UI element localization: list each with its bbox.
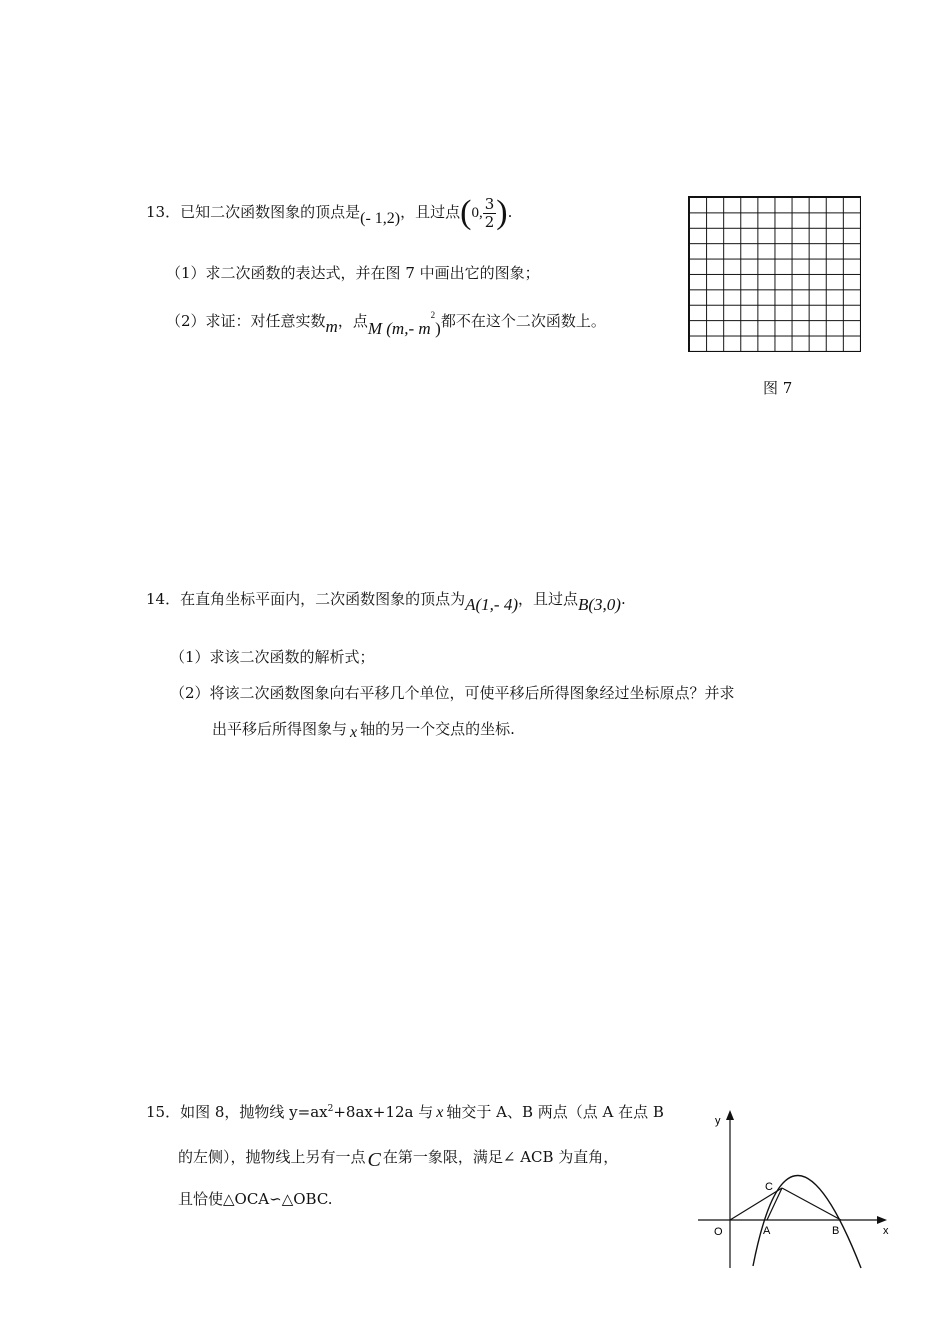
q14-vertex: A(1,- 4) bbox=[465, 595, 518, 614]
q14-point: B(3,0) bbox=[578, 595, 621, 614]
q13-stem: 13．已知二次函数图象的顶点是(- 1,2)，且过点(0, $\frac{3}{2}$ ). bbox=[146, 194, 513, 231]
q15-line1-c: 轴交于 A、B 两点（点 A 在点 B bbox=[446, 1103, 664, 1121]
q13-vertex: (- 1,2) bbox=[360, 210, 401, 227]
figure8-label-B: B bbox=[832, 1225, 840, 1237]
q13-part2-close: ) bbox=[435, 319, 441, 338]
q14-number: 14． bbox=[146, 590, 181, 608]
figure8-label-y: y bbox=[715, 1115, 721, 1127]
q15-number: 15． bbox=[146, 1103, 181, 1121]
figure8-x-arrow bbox=[877, 1216, 887, 1224]
q14-part2-line1: （2）将该二次函数图象向右平移几个单位，可使平移后所得图象经过坐标原点？并求 bbox=[170, 684, 735, 702]
figure8-y-arrow bbox=[726, 1110, 734, 1120]
q14-part2-line2 bbox=[212, 718, 515, 739]
figure8-label-O: O bbox=[714, 1226, 723, 1238]
q13-fraction-den: 2 bbox=[484, 212, 495, 231]
q15-line3: 且恰使△OCA∽△OBC. bbox=[178, 1190, 333, 1208]
q13-number: 13． bbox=[146, 203, 181, 221]
figure7-caption: 图 7 bbox=[763, 379, 793, 397]
q13-part2-c: 都不在这个二次函数上。 bbox=[440, 312, 606, 330]
q13-part2-b: ，点 bbox=[337, 312, 368, 330]
q14-stem bbox=[146, 582, 626, 616]
q14-part2-line2-a: 出平移后所得图象与 bbox=[212, 720, 348, 738]
q15-line2-b: 在第一象限，满足∠ ACB 为直角， bbox=[382, 1148, 619, 1166]
figure8-label-x: x bbox=[883, 1225, 889, 1237]
q13-part2-sup: 2 bbox=[430, 310, 436, 320]
q15-line2-a: 的左侧），抛物线上另有一点 bbox=[178, 1148, 366, 1166]
q13-part2-M: M (m,- m bbox=[367, 319, 431, 338]
q14-stem-a: 在直角坐标平面内，二次函数图象的顶点为 bbox=[180, 590, 466, 608]
q14-stem-b: ，且过点 bbox=[517, 590, 578, 608]
q14-part2-line2-b: 轴的另一个交点的坐标. bbox=[360, 720, 515, 738]
figure7-grid bbox=[688, 196, 861, 352]
q14-part1: （1）求该二次函数的解析式； bbox=[170, 648, 375, 666]
q13-fraction-num: 3 bbox=[484, 195, 495, 213]
q15-line2-C: C bbox=[367, 1149, 381, 1171]
q15-line1-sup: 2 bbox=[327, 1104, 334, 1114]
q13-part2 bbox=[166, 302, 606, 336]
q13-point-zero: 0, bbox=[471, 205, 483, 221]
q15-line2 bbox=[178, 1142, 618, 1171]
q13-part2-m: m bbox=[325, 317, 338, 336]
q13-stem-a: 已知二次函数图象的顶点是 bbox=[180, 203, 361, 221]
figure8-label-C: C bbox=[765, 1181, 773, 1193]
q13-part1: （1）求二次函数的表达式，并在图 7 中画出它的图象； bbox=[166, 264, 540, 282]
q14-part2-x: x bbox=[350, 724, 358, 741]
q15-line1-x: x bbox=[436, 1104, 444, 1121]
q13-fraction bbox=[483, 196, 497, 230]
q13-part2-a: （2）求证：对任意实数 bbox=[166, 312, 326, 330]
q14-stem-end: . bbox=[620, 590, 626, 608]
q13-stem-b: ，且过点 bbox=[400, 203, 461, 221]
q13-stem-end: . bbox=[507, 203, 513, 221]
figure8-segment-CB bbox=[782, 1188, 841, 1220]
figure8 bbox=[695, 1108, 895, 1273]
q15-line1-a: 如图 8，抛物线 y=ax bbox=[180, 1103, 328, 1121]
figure8-label-A: A bbox=[763, 1225, 771, 1237]
q15-line1-b: +8ax+12a 与 bbox=[333, 1103, 434, 1121]
q15-line1 bbox=[146, 1101, 664, 1122]
